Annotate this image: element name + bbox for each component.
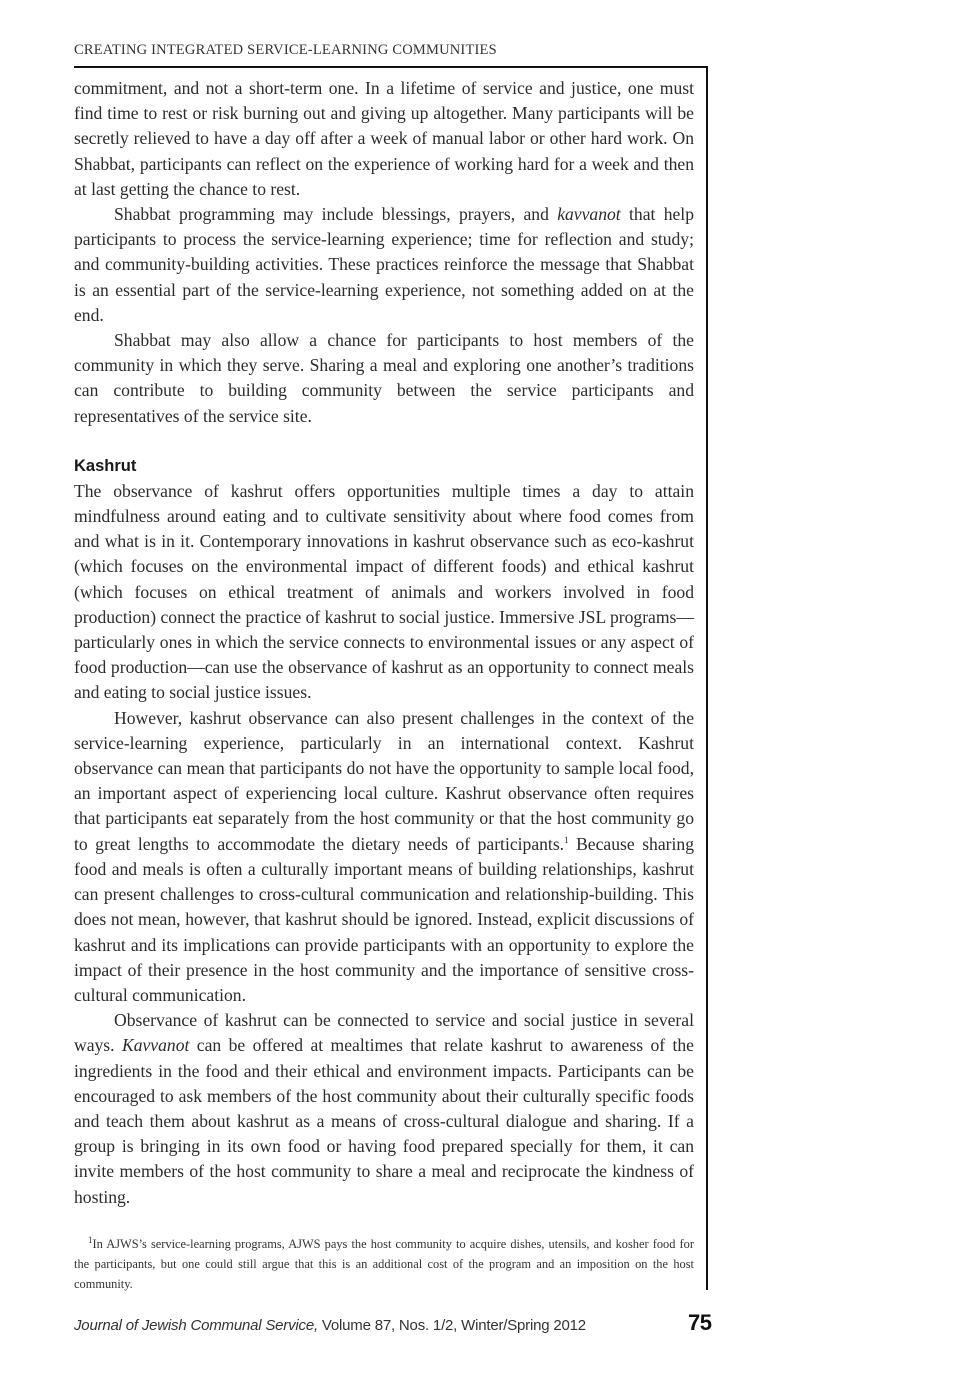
section-spacer <box>74 429 694 454</box>
paragraph-4: The observance of kashrut offers opportunities multiple times a day to attain mindfulness around eating and to cultivate sensitivity about where food comes from and what is in it. Contemporary innovations in kashrut observance such as eco-kashrut (which focuses on the environmental impact of different foods) and ethical kashrut (which focuses on ethical treatment of animals and workers involved in food production) connect the practice of kashrut to social justice. Immersive JSL programs—particularly ones in which the service connects to environmental issues or any aspect of food production—can use the observance of kashrut as an opportunity to connect meals and eating to social justice issues. <box>74 480 694 703</box>
paragraph-2-end: that help participants to process the service-learning experience; time for reflection and study; and community-building activities. These practices reinforce the message that Shabbat is an essential part of the service-learning experience, not something added on at the end. <box>74 204 694 325</box>
footnote-reference: 1 <box>564 834 569 845</box>
footer-citation <box>74 1317 586 1334</box>
footnote <box>74 1234 694 1294</box>
paragraph-5-end: Because sharing food and meals is often a culturally important means of building relationships, kashrut can present challenges to cross-cultural communication and relationship-building. This does not mean, however, that kashrut should be ignored. Instead, explicit discussions of kashrut and its implications can provide participants with an opportunity to explore the impact of their presence in the host community and the importance of sensitive cross-cultural communication. <box>74 833 694 1005</box>
section-heading-kashrut: Kashrut <box>74 456 137 475</box>
main-text <box>74 76 694 1210</box>
paragraph-6-start: Observance of kashrut can be connected to service and social justice in several ways. <box>74 1010 694 1056</box>
margin-rule <box>706 66 708 1290</box>
paragraph-6-end: can be offered at mealtimes that relate kashrut to awareness of the ingredients in the food and their ethical and environment impacts. Participants can be encouraged to ask members of the host community about their culturally specific foods and teach them about kashrut as a means of cross-cultural dialogue and sharing. If a group is bringing in its own food or having food prepared specially for them, it can invite members of the host community to share a meal and reciprocate the kindness of hosting. <box>74 1035 694 1207</box>
header-rule <box>74 66 708 68</box>
paragraph-2 <box>74 202 694 328</box>
term-kavvanot-2: Kavvanot <box>121 1035 190 1056</box>
footnote-text <box>74 1234 694 1294</box>
paragraph-3: Shabbat may also allow a chance for participants to host members of the community in which they serve. Sharing a meal and exploring one another’s traditions can contribute to building community between the service participants and representatives of the service site. <box>74 330 694 426</box>
footnote-body: In AJWS’s service-learning programs, AJWS pays the host community to acquire dishes, utensils, and kosher food for the participants, but one could still argue that this is an additional cost of the program and an imposition on the host community. <box>74 1237 694 1291</box>
paragraph-5 <box>74 706 694 1008</box>
journal-issue: Volume 87, Nos. 1/2, Winter/Spring 2012 <box>317 1317 586 1334</box>
term-kavvanot: kavvanot <box>557 204 621 225</box>
page-number: 75 <box>688 1310 712 1335</box>
footnote-marker: 1 <box>88 1234 93 1245</box>
running-head: CREATING INTEGRATED SERVICE-LEARNING COMMUNITIES <box>74 42 497 58</box>
journal-title: Journal of Jewish Communal Service, <box>74 1317 318 1334</box>
paragraph-5-start: However, kashrut observance can also present challenges in the context of the service-learning experience, particularly in an international context. Kashrut observance can mean that participants do not have the opportunity to sample local food, an important aspect of experiencing local culture. Kashrut observance often requires that participants eat separately from the host community or that the host community go to great lengths to accommodate the dietary needs of participants. <box>74 707 694 854</box>
paragraph-2-start: Shabbat programming may include blessings, prayers, and <box>114 204 558 225</box>
paragraph-1: commitment, and not a short-term one. In a lifetime of service and justice, one must find time to rest or risk burning out and giving up altogether. Many participants will be secretly relieved to have a day off after a week of manual labor or other hard work. On Shabbat, participants can reflect on the experience of working hard for a week and then at last getting the chance to rest. <box>74 78 694 199</box>
paragraph-6 <box>74 1008 694 1210</box>
